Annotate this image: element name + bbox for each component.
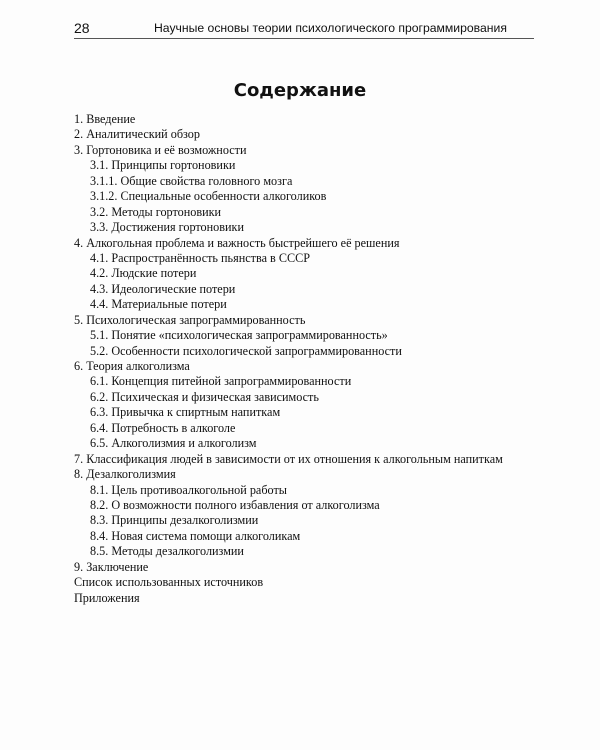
toc-entry: 8.5. Методы дезалкоголизмии: [90, 544, 244, 559]
table-of-contents: [74, 112, 544, 606]
toc-entry: 3.1.2. Специальные особенности алкоголиков: [90, 189, 327, 204]
toc-entry: 7. Классификация людей в зависимости от их отношения к алкогольным напиткам: [74, 451, 503, 466]
toc-entry: 8.2. О возможности полного избавления от алкоголизма: [90, 497, 380, 512]
toc-entry: 6.3. Привычка к спиртным напиткам: [90, 405, 281, 420]
page-title: Содержание: [233, 80, 367, 101]
toc-entry: 3.2. Методы гортоновики: [90, 204, 222, 219]
toc-entry: 5.1. Понятие «психологическая запрограммированность»: [90, 328, 388, 343]
header-rule: [74, 38, 534, 39]
toc-entry: Список использованных источников: [74, 575, 264, 590]
toc-entry: 2. Аналитический обзор: [74, 127, 200, 142]
toc-entry: 8.4. Новая система помощи алкоголикам: [90, 528, 301, 543]
toc-entry: 4.4. Материальные потери: [90, 297, 227, 312]
toc-entry: 6.2. Психическая и физическая зависимость: [90, 389, 319, 404]
toc-entry: 4.2. Людские потери: [90, 266, 197, 281]
toc-entry: 3.3. Достижения гортоновики: [90, 220, 244, 235]
toc-entry: 6.1. Концепция питейной запрограммированности: [90, 374, 352, 389]
running-title: Научные основы теории психологического программирования: [154, 21, 507, 35]
toc-entry: 1. Введение: [74, 112, 136, 126]
toc-entry: 8.3. Принципы дезалкоголизмии: [90, 513, 259, 528]
page-number: 28: [74, 20, 90, 36]
toc-entry: 6. Теория алкоголизма: [74, 359, 190, 373]
toc-entry: 3.1. Принципы гортоновики: [90, 158, 236, 173]
toc-entry: 4. Алкогольная проблема и важность быстрейшего её решения: [74, 235, 400, 250]
toc-entry: 5. Психологическая запрограммированность: [74, 312, 306, 327]
toc-entry: 3.1.1. Общие свойства головного мозга: [90, 173, 293, 188]
toc-entry: 6.4. Потребность в алкоголе: [90, 420, 236, 435]
toc-entry: 4.1. Распространённость пьянства в СССР: [90, 250, 311, 265]
toc-entry: 3. Гортоновика и её возможности: [74, 142, 247, 157]
toc-entry: 4.3. Идеологические потери: [90, 281, 236, 296]
page-header: [74, 18, 534, 40]
toc-entry: 5.2. Особенности психологической запрограммированности: [90, 343, 402, 358]
toc-entry: 8.1. Цель противоалкогольной работы: [90, 482, 287, 497]
toc-entry: 9. Заключение: [74, 559, 149, 574]
toc-entry: 8. Дезалкоголизмия: [74, 467, 176, 482]
toc-entry: 6.5. Алкоголизмия и алкоголизм: [90, 436, 257, 451]
toc-entry: Приложения: [74, 590, 140, 605]
